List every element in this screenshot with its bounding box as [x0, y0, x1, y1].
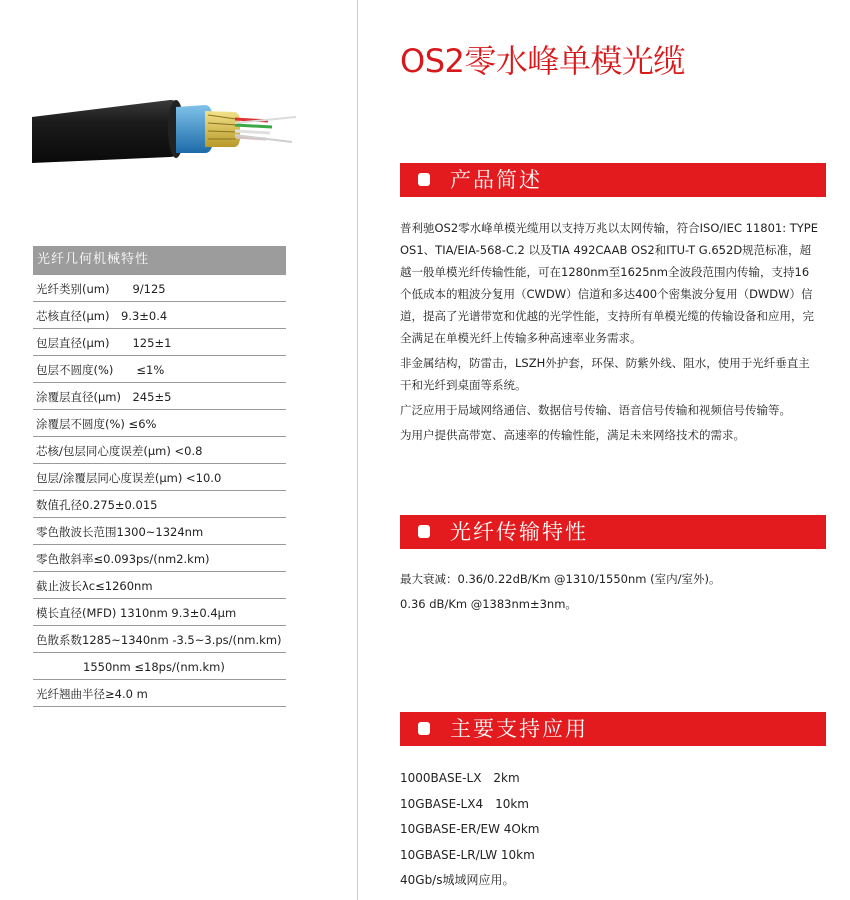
spec-table-header: 光纤几何机械特性 [33, 246, 286, 274]
transmission-text [400, 568, 820, 618]
spec-row: 1550nm ≤18ps/(nm.km) [33, 653, 286, 680]
section-header-applications [400, 712, 826, 746]
section-header-transmission [400, 515, 826, 549]
applications-list [400, 766, 539, 894]
spec-row: 涂覆层直径(μm) 245±5 [33, 383, 286, 410]
bullet-icon [418, 173, 430, 186]
spec-row: 模长直径(MFD) 1310nm 9.3±0.4μm [33, 599, 286, 626]
section-title: 光纤传输特性 [450, 520, 588, 544]
paragraph: 为用户提供高带宽、高速率的传输性能，满足未来网络技术的需求。 [400, 428, 745, 442]
paragraph: 0.36 dB/Km @1383nm±3nm。 [400, 597, 577, 611]
page-title: OS2零水峰单模光缆 [400, 42, 685, 80]
section-title: 产品简述 [450, 168, 542, 192]
spec-row: 光纤类别(um) 9/125 [33, 274, 286, 302]
spec-row: 包层不圆度(%) ≤1% [33, 356, 286, 383]
spec-row: 涂覆层不圆度(%) ≤6% [33, 410, 286, 437]
spec-row: 数值孔径0.275±0.015 [33, 491, 286, 518]
bullet-icon [418, 722, 430, 735]
paragraph: 普利驰OS2零水峰单模光缆用以支持万兆以太网传输，符合ISO/IEC 11801: TYPE OS1、TIA/EIA-568-C.2 以及TIA 492CAAB OS2和ITU-T G.652D规范标准，超越一般单模光纤传输性能，可在1280nm至1625nm全波段范围内传输，支持16个低成本的粗波分复用（CWDW）信道和多达400个密集波分复用（DWDW）信道，提高了光谱带宽和优越的光学性能，支持所有单模光缆的传输设备和应用，完全满足在单模光纤上传输多种高速率业务需求。 [400, 221, 818, 345]
spec-row: 零色散斜率≤0.093ps/(nm2.km) [33, 545, 286, 572]
list-item: 10GBASE-ER/EW 4Okm [400, 822, 540, 836]
spec-row: 截止波长λc≤1260nm [33, 572, 286, 599]
spec-row: 光纤翘曲半径≥4.0 m [33, 680, 286, 707]
list-item: 40Gb/s城域网应用。 [400, 873, 515, 887]
cable-image [30, 95, 300, 165]
list-item: 1000BASE-LX 2km [400, 771, 520, 785]
list-item: 10GBASE-LX4 10km [400, 796, 529, 811]
overview-text [400, 217, 820, 449]
paragraph: 最大衰减：0.36/0.22dB/Km @1310/1550nm (室内/室外)。 [400, 572, 721, 586]
spec-row: 零色散波长范围1300~1324nm [33, 518, 286, 545]
spec-row: 芯核直径(μm) 9.3±0.4 [33, 302, 286, 329]
spec-row: 色散系数1285~1340nm -3.5~3.ps/(nm.km) [33, 626, 286, 653]
spec-row: 包层/涂覆层同心度误差(μm) <10.0 [33, 464, 286, 491]
spec-row: 包层直径(μm) 125±1 [33, 329, 286, 356]
spec-row: 芯核/包层同心度误差(μm) <0.8 [33, 437, 286, 464]
bullet-icon [418, 525, 430, 538]
paragraph: 广泛应用于局域网络通信、数据信号传输、语音信号传输和视频信号传输等。 [400, 403, 791, 417]
column-divider [357, 0, 358, 900]
section-title: 主要支持应用 [450, 717, 588, 741]
list-item: 10GBASE-LR/LW 10km [400, 847, 535, 862]
section-header-overview [400, 163, 826, 197]
paragraph: 非金属结构，防雷击，LSZH外护套，环保、防紫外线、阻水，使用于光纤垂直主干和光纤到桌面等系统。 [400, 356, 810, 392]
spec-table [33, 246, 286, 707]
